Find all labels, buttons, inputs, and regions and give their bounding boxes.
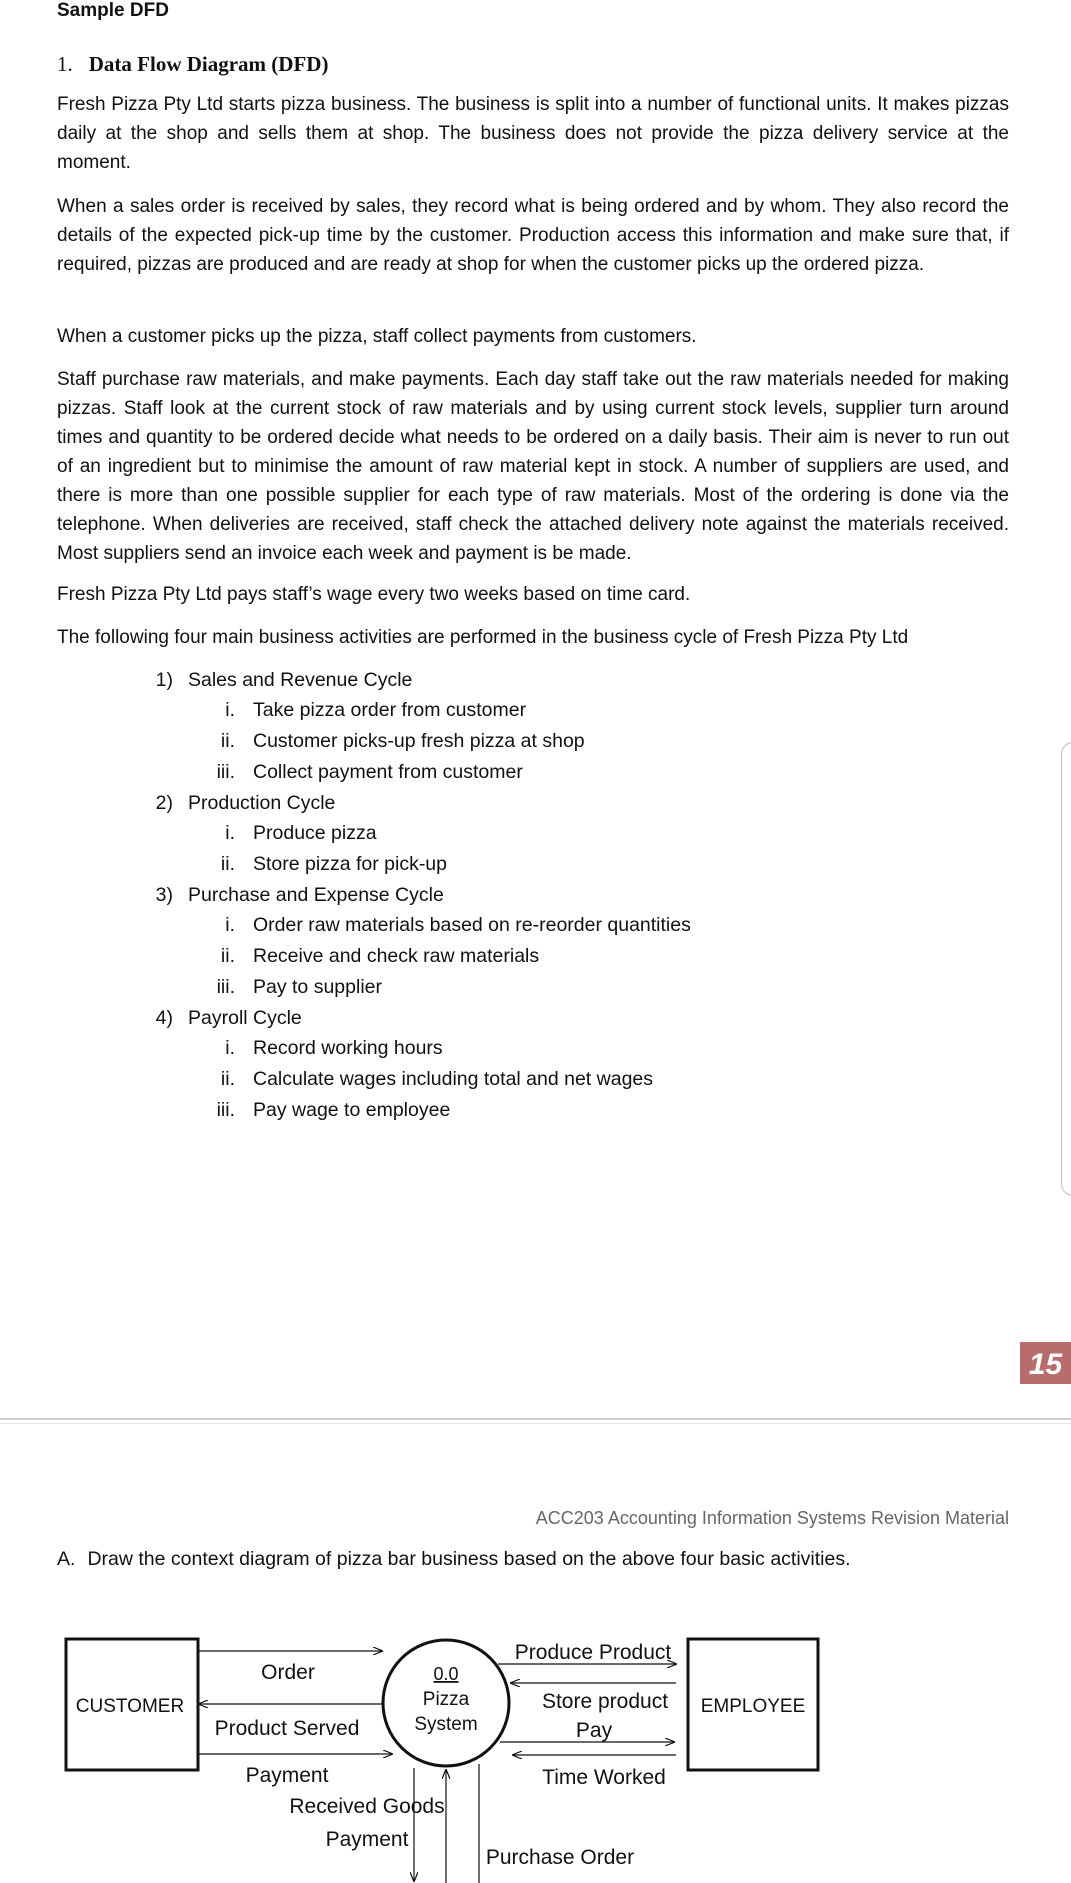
list-item-text: Pay to supplier xyxy=(253,976,382,998)
flow-label-purchase-order: Purchase Order xyxy=(485,1846,635,1869)
document-header: Sample DFD xyxy=(57,0,169,21)
list-number: 3) xyxy=(155,884,173,906)
list-number: i. xyxy=(225,914,235,936)
list-item-text: Collect payment from customer xyxy=(253,761,523,783)
employee-label: EMPLOYEE xyxy=(700,1696,806,1717)
flow-label-time-worked: Time Worked xyxy=(542,1766,666,1789)
paragraph: The following four main business activities are performed in the business cycle of Fresh Pizza Pty Ltd xyxy=(57,627,909,648)
list-number: ii. xyxy=(220,730,235,752)
list-item-text: Customer picks-up fresh pizza at shop xyxy=(253,730,585,752)
list-number: iii. xyxy=(216,976,235,998)
paragraph: Fresh Pizza Pty Ltd starts pizza business. The business is split into a number of functional units. It makes pizzas daily at the shop and sells them at shop. The business does not provide the pizza delivery service at the moment. xyxy=(57,94,1009,173)
list-item-text: Order raw materials based on re-reorder quantities xyxy=(253,914,691,936)
list-item-text: Store pizza for pick-up xyxy=(253,853,448,875)
list-number: 4) xyxy=(155,1007,173,1029)
page-number-badge: 15 xyxy=(1020,1342,1071,1384)
context-diagram xyxy=(0,1590,1071,1883)
process-number: 0.0 xyxy=(433,1664,459,1684)
cycle-title: Sales and Revenue Cycle xyxy=(188,669,413,691)
task-text: Draw the context diagram of pizza bar business based on the above four basic activities. xyxy=(87,1548,851,1570)
page-separator xyxy=(0,1418,1071,1420)
task-prompt xyxy=(57,1548,851,1571)
list-number: i. xyxy=(225,822,235,844)
section-heading xyxy=(57,52,328,77)
list-number: 2) xyxy=(155,792,173,814)
flow-label-payment-bottom: Payment xyxy=(325,1828,409,1851)
page-separator-shadow xyxy=(0,1423,1071,1424)
paragraph: When a sales order is received by sales, they record what is being ordered and by whom. They also record the details of the expected pick-up time by the customer. Production access this information and make sure that, if required, pizzas are produced and are ready at shop for when the customer picks up the ordered pizza. xyxy=(57,196,1009,275)
list-item-text: Receive and check raw materials xyxy=(253,945,540,967)
cycle-title: Purchase and Expense Cycle xyxy=(188,884,444,906)
running-header: ACC203 Accounting Information Systems Revision Material xyxy=(535,1508,1009,1528)
flow-label-pay: Pay xyxy=(575,1719,613,1742)
customer-label: CUSTOMER xyxy=(75,1696,185,1717)
flow-label-store-product: Store product xyxy=(541,1690,669,1713)
paragraph: Fresh Pizza Pty Ltd pays staff’s wage every two weeks based on time card. xyxy=(57,584,691,605)
flow-label-product-served: Product Served xyxy=(214,1717,360,1740)
list-item-text: Take pizza order from customer xyxy=(253,699,527,721)
process-name-line1: Pizza xyxy=(422,1689,470,1710)
flow-label-order: Order xyxy=(261,1661,315,1684)
list-item-text: Record working hours xyxy=(253,1037,443,1059)
list-number: ii. xyxy=(220,945,235,967)
paragraph: When a customer picks up the pizza, staff collect payments from customers. xyxy=(57,326,697,347)
list-item-text: Calculate wages including total and net wages xyxy=(253,1068,654,1090)
flow-label-payment: Payment xyxy=(245,1764,329,1787)
list-number: iii. xyxy=(216,1099,235,1121)
list-number: 1) xyxy=(155,669,173,691)
paragraph: Staff purchase raw materials, and make payments. Each day staff take out the raw materials needed for making pizzas. Staff look at the current stock of raw materials and by using current stock levels, supplier turn around times and quantity to be ordered decide what needs to be ordered on a daily basis. Their aim is never to run out of an ingredient but to minimise the amount of raw material kept in stock. A number of suppliers are used, and there is more than one possible supplier for each type of raw materials. Most of the ordering is done via the telephone. When deliveries are received, staff check the attached delivery note against the materials received. Most suppliers send an invoice each week and payment is be made. xyxy=(57,369,1009,564)
task-label: A. xyxy=(57,1548,76,1570)
list-item-text: Produce pizza xyxy=(253,822,377,844)
flow-label-produce-product: Produce Product xyxy=(514,1641,672,1664)
list-item-text: Pay wage to employee xyxy=(253,1099,451,1121)
section-number: 1. xyxy=(57,52,73,76)
section-title: Data Flow Diagram (DFD) xyxy=(88,52,329,76)
list-number: i. xyxy=(225,1037,235,1059)
flow-label-received-goods: Received Goods xyxy=(289,1795,445,1818)
list-number: i. xyxy=(225,699,235,721)
cycle-title: Payroll Cycle xyxy=(188,1007,302,1029)
list-number: iii. xyxy=(216,761,235,783)
side-scroll-tab[interactable] xyxy=(1061,742,1071,1196)
cycle-title: Production Cycle xyxy=(188,792,336,814)
list-number: ii. xyxy=(220,853,235,875)
list-number: ii. xyxy=(220,1068,235,1090)
process-name-line2: System xyxy=(414,1714,478,1735)
